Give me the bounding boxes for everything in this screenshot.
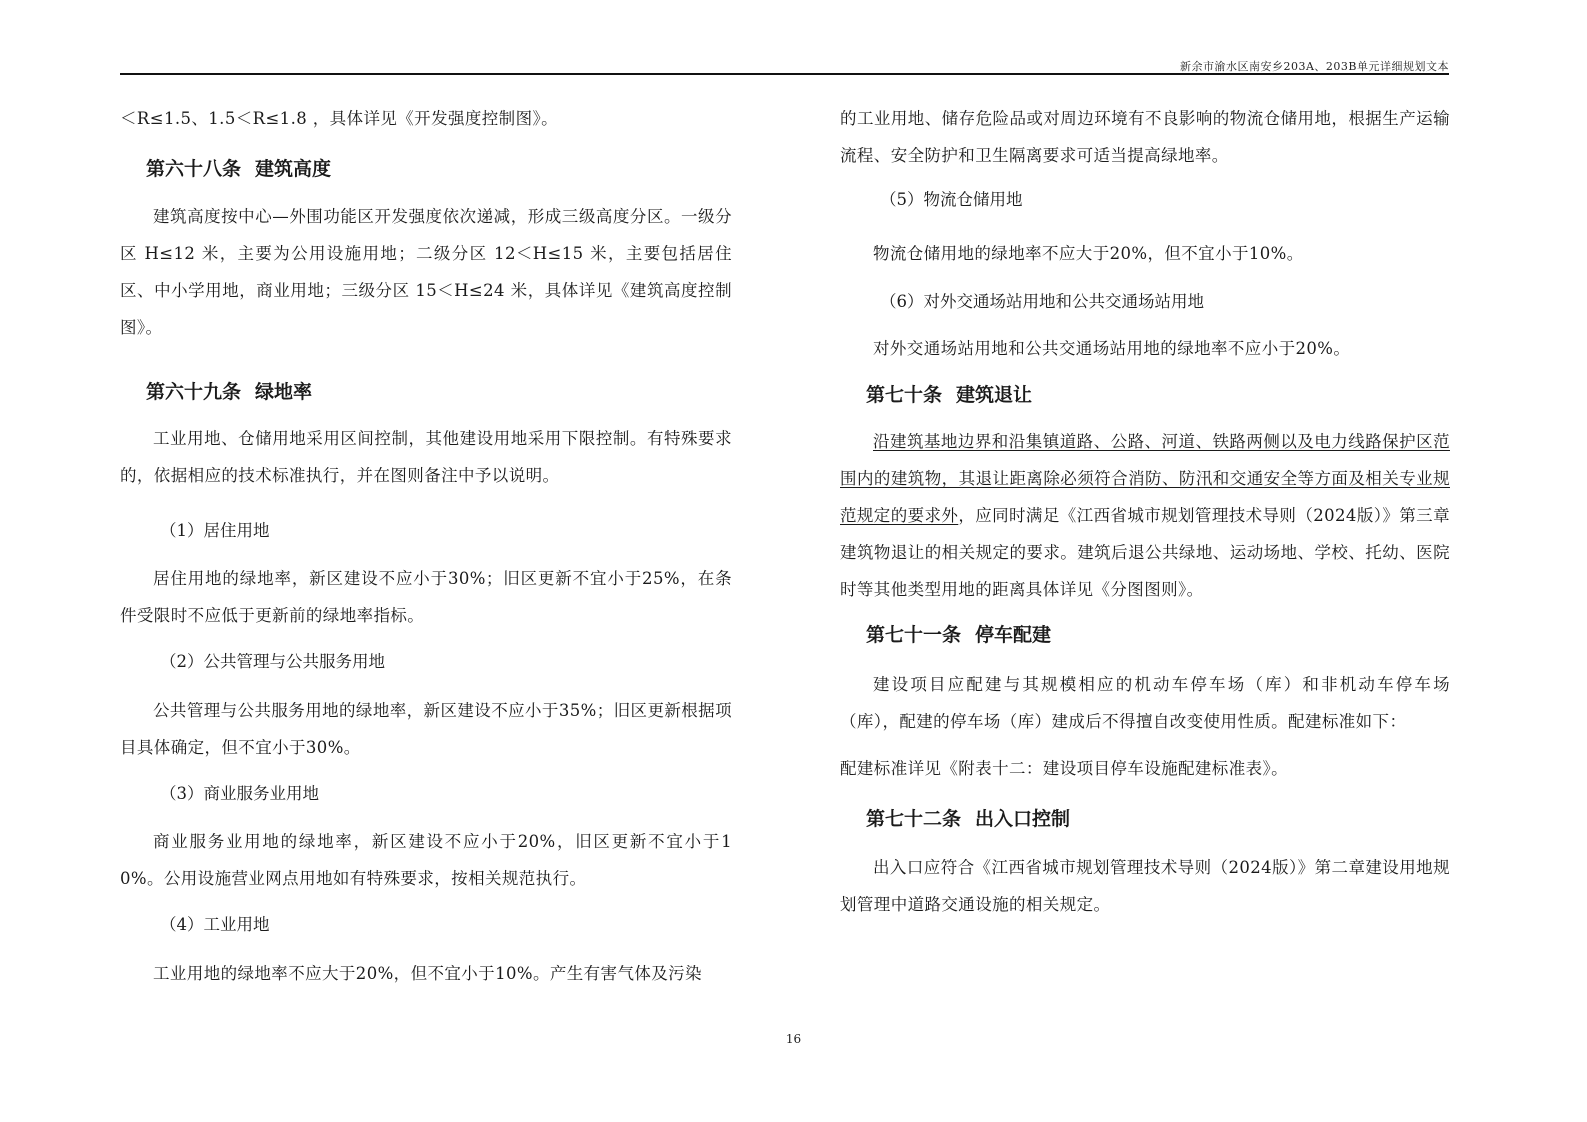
article-number: 第六十八条	[146, 158, 242, 180]
paragraph-text: ＜R≤1.5、1.5＜R≤1.8 ，具体详见《开发强度控制图》。	[120, 109, 559, 128]
item-label: （4）工业用地	[160, 915, 270, 934]
paragraph-text: 工业用地的绿地率不应大于20%，但不宜小于10%。产生有害气体及污染	[153, 964, 702, 983]
paragraph-text: 配建标准详见《附表十二：建设项目停车设施配建标准表》。	[840, 759, 1289, 778]
header-rule	[120, 73, 1449, 75]
item-label: （3）商业服务业用地	[160, 784, 319, 803]
paragraph-parking-standard	[840, 750, 1450, 787]
article-69-heading	[120, 375, 732, 409]
paragraph-transport	[840, 330, 1450, 367]
item-label: （2）公共管理与公共服务用地	[160, 652, 385, 671]
paragraph-text: 工业用地、仓储用地采用区间控制，其他建设用地采用下限控制。有特殊要求的，依据相应的技术标准执行，并在图则备注中予以说明。	[120, 429, 732, 485]
header-title: 新余市渝水区南安乡203A、203B单元详细规划文本	[1179, 60, 1449, 73]
item-industrial	[120, 908, 732, 942]
article-72-heading	[840, 802, 1450, 836]
paragraph-public-service	[120, 692, 732, 766]
paragraph-text: 的工业用地、储存危险品或对周边环境有不良影响的物流仓储用地，根据生产运输流程、安全防护和卫生隔离要求可适当提高绿地率。	[840, 109, 1450, 165]
item-logistics	[840, 183, 1450, 217]
item-label: （1）居住用地	[160, 521, 270, 540]
paragraph-text: 出入口应符合《江西省城市规划管理技术导则（2024版）》第二章建设用地规划管理中道路交通设施的相关规定。	[840, 858, 1450, 914]
paragraph-setback	[840, 423, 1450, 608]
paragraph-industrial	[120, 955, 732, 992]
article-number: 第七十一条	[866, 624, 962, 646]
paragraph-parking	[840, 666, 1450, 740]
paragraph-text: ，应同时满足《江西省城市规划管理技术导则（2024版）》第三章建筑物退让的相关规定的要求。建筑后退公共绿地、运动场地、学校、托幼、医院时等其他类型用地的距离具体详见《分图图则》。	[840, 506, 1450, 599]
article-title: 出入口控制	[975, 808, 1071, 830]
article-title: 绿地率	[255, 381, 313, 403]
article-title: 停车配建	[975, 624, 1052, 646]
item-public-service	[120, 645, 732, 679]
paragraph-text: 建筑高度按中心—外围功能区开发强度依次递减，形成三级高度分区。一级分区 H≤12 米，主要为公用设施用地；二级分区 12＜H≤15 米，主要包括居住区、中小学用地，商业用地；三级分区 15＜H≤24 米，具体详见《建筑高度控制图》。	[120, 207, 732, 337]
article-68-heading	[120, 152, 732, 186]
paragraph-entrance	[840, 849, 1450, 923]
paragraph-text: 物流仓储用地的绿地率不应大于20%，但不宜小于10%。	[873, 244, 1304, 263]
paragraph-commercial	[120, 823, 732, 897]
paragraph-text: 居住用地的绿地率，新区建设不应小于30%；旧区更新不宜小于25%，在条件受限时不应低于更新前的绿地率指标。	[120, 569, 732, 625]
paragraph-green-ratio	[120, 420, 732, 494]
article-number: 第七十二条	[866, 808, 962, 830]
page-number: 16	[785, 1032, 802, 1046]
article-71-heading	[840, 618, 1450, 652]
paragraph-industrial-cont	[840, 100, 1450, 174]
paragraph-text: 对外交通场站用地和公共交通场站用地的绿地率不应小于20%。	[873, 339, 1351, 358]
item-residential	[120, 514, 732, 548]
item-commercial	[120, 777, 732, 811]
item-transport	[840, 285, 1450, 319]
item-label: （6）对外交通场站用地和公共交通场站用地	[880, 292, 1204, 311]
item-label: （5）物流仓储用地	[880, 190, 1023, 209]
paragraph-logistics	[840, 235, 1450, 272]
article-number: 第六十九条	[146, 381, 242, 403]
paragraph-text: 公共管理与公共服务用地的绿地率，新区建设不应小于35%；旧区更新根据项目具体确定，但不宜小于30%。	[120, 701, 732, 757]
article-title: 建筑退让	[956, 384, 1033, 406]
article-title: 建筑高度	[255, 158, 332, 180]
paragraph-building-height	[120, 198, 732, 346]
paragraph-residential	[120, 560, 732, 634]
paragraph-text: 建设项目应配建与其规模相应的机动车停车场（库）和非机动车停车场（库），配建的停车场（库）建成后不得擅自改变使用性质。配建标准如下：	[840, 675, 1450, 731]
article-number: 第七十条	[866, 384, 943, 406]
article-70-heading	[840, 378, 1450, 412]
underlined-text: 沿建筑基地边界和沿集镇道路、公路、河道、铁路两侧以及电力线路保护区范围内的建筑物，其退让距离除必须符合消防、防汛和交通安全等方面及相关专业规范规定的要求外	[840, 432, 1450, 525]
paragraph-far-intro	[120, 100, 732, 137]
paragraph-text: 商业服务业用地的绿地率，新区建设不应小于20%，旧区更新不宜小于10%。公用设施营业网点用地如有特殊要求，按相关规范执行。	[120, 832, 732, 888]
